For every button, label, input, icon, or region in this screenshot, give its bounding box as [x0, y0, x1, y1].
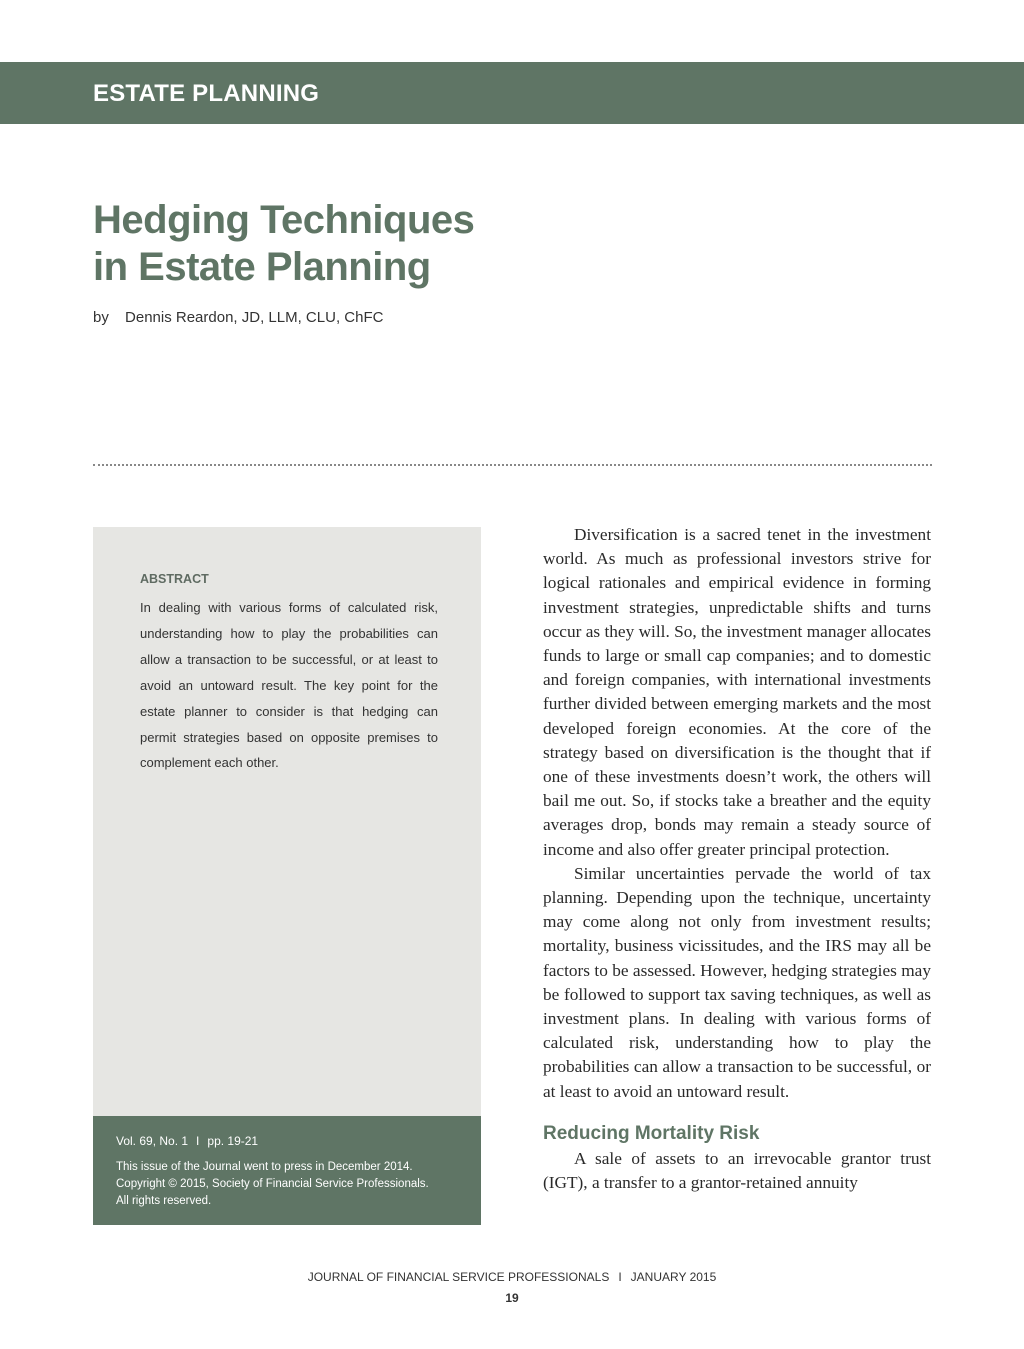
body-paragraph-1: Diversification is a sacred tenet in the investment world. As much as professional investors strive for logical rationales and empirical evidence in forming investment strategies, unpredictable shifts and turns occur as they will. So, the investment manager allocates funds to large or small cap companies; and to domestic and foreign companies, with international investments further divided between emerging markets and the most developed foreign economies. At the core of the strategy based on diversification is the thought that if one of these investments doesn’t work, the others will bail me out. So, if stocks take a breather and the equity averages drop, bonds may remain a steady source of income and also offer greater principal protection.: [543, 525, 931, 859]
article-title: [93, 197, 474, 291]
body-column: [543, 523, 931, 1195]
journal-name: JOURNAL OF FINANCIAL SERVICE PROFESSIONALS: [307, 1270, 610, 1284]
section-heading: Reducing Mortality Risk: [543, 1122, 760, 1144]
abstract-heading: ABSTRACT: [140, 572, 209, 586]
page-number: 19: [505, 1291, 519, 1305]
body-paragraph-2: Similar uncertainties pervade the world of tax planning. Depending upon the technique, uncertainty may come along not only from investment results; mortality, business vicissitudes, and the IRS may all be factors to be assessed. However, hedging strategies may be followed to support tax saving techniques, as well as investment plans. In dealing with various forms of calculated risk, understanding how to play the probabilities can allow a transaction to be successful, or at least to avoid an untoward result.: [543, 863, 931, 1101]
title-line-2: in Estate Planning: [93, 245, 431, 289]
volume-separator: I: [196, 1134, 200, 1148]
byline-prefix: by: [93, 309, 109, 326]
author-name: Dennis Reardon, JD, LLM, CLU, ChFC: [125, 309, 384, 326]
page-range: pp. 19-21: [207, 1134, 259, 1148]
abstract-box: [93, 527, 481, 1116]
title-line-1: Hedging Techniques: [93, 198, 475, 242]
copyright-line: Copyright © 2015, Society of Financial Service Professionals.: [116, 1178, 429, 1190]
section-label: ESTATE PLANNING: [93, 80, 320, 107]
byline: [93, 309, 383, 326]
abstract-text: In dealing with various forms of calculated risk, understanding how to play the probabilities can allow a transaction to be successful, or at least to avoid an untoward result. The key point for the estate planner to consider is that hedging can permit strategies based on opposite premises to complement each other.: [140, 600, 438, 771]
press-note: This issue of the Journal went to press in December 2014.: [116, 1161, 413, 1173]
section-banner: [0, 62, 1024, 124]
body-paragraph-3: A sale of assets to an irrevocable grantor trust (IGT), a transfer to a grantor-retained annuity: [543, 1148, 931, 1193]
volume-line: [116, 1134, 258, 1148]
issue-date: JANUARY 2015: [630, 1270, 717, 1284]
footer-separator: I: [618, 1270, 622, 1284]
copyright-notice: [116, 1159, 466, 1210]
rights-line: All rights reserved.: [116, 1195, 212, 1207]
page-footer: [0, 1270, 1024, 1284]
dotted-divider: [93, 464, 932, 466]
publication-info-box: [93, 1116, 481, 1225]
volume-number: Vol. 69, No. 1: [116, 1134, 189, 1148]
